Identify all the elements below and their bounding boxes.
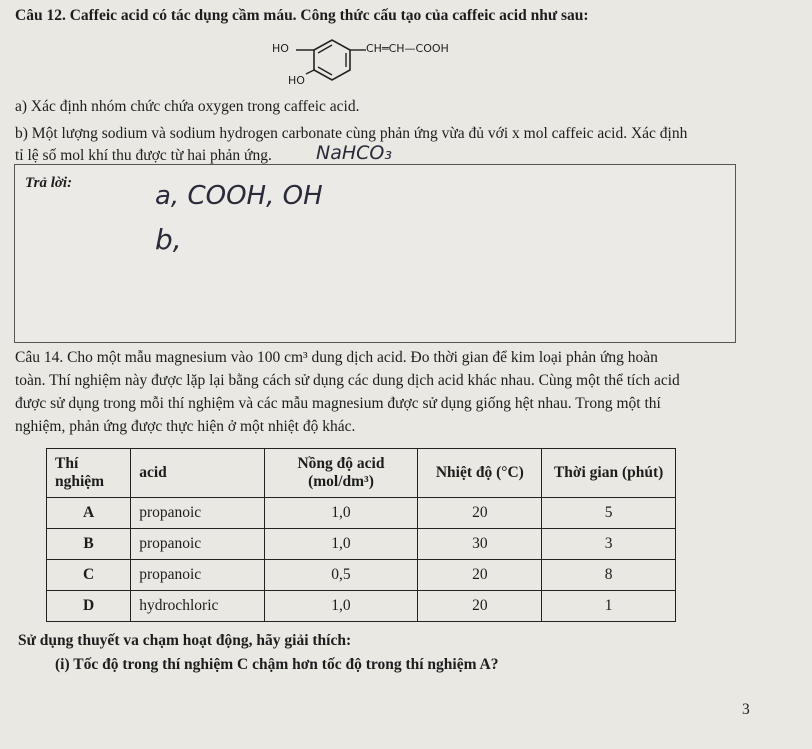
cell-acid: propanoic <box>131 560 264 591</box>
handwritten-answer-b: b, <box>155 223 182 256</box>
q12-part-b-line1: b) Một lượng sodium và sodium hydrogen carbonate cùng phản ứng vừa đủ với x mol caffeic acid. Xác định <box>15 125 688 142</box>
caffeic-acid-structure <box>262 32 492 92</box>
cell-acid: propanoic <box>131 498 264 529</box>
cell-concentration: 0,5 <box>264 560 418 591</box>
q12-part-a: a) Xác định nhóm chức chứa oxygen trong caffeic acid. <box>15 98 360 115</box>
header-temperature: Nhiệt độ (°C) <box>418 449 542 498</box>
table-row <box>47 560 676 591</box>
side-chain-label: CH═CH—COOH <box>366 42 449 55</box>
cell-experiment: C <box>47 560 131 591</box>
table-row <box>47 591 676 622</box>
q14-line4: nghiệm, phản ứng được thực hiện ở một nhiệt độ khác. <box>15 418 356 435</box>
cell-concentration: 1,0 <box>264 591 418 622</box>
q14-line3: được sử dụng trong mỗi thí nghiệm và các mẫu magnesium được sử dụng giống hệt nhau. Trong một thí <box>15 395 661 412</box>
cell-acid: hydrochloric <box>131 591 264 622</box>
cell-experiment: A <box>47 498 131 529</box>
cell-time: 5 <box>542 498 676 529</box>
header-acid: acid <box>131 449 264 498</box>
handwritten-note: NaHCO₃ <box>316 142 392 164</box>
ho-top-label: HO <box>272 42 289 55</box>
cell-time: 1 <box>542 591 676 622</box>
cell-experiment: D <box>47 591 131 622</box>
cell-acid: propanoic <box>131 529 264 560</box>
table-row <box>47 529 676 560</box>
q12-title: Câu 12. Caffeic acid có tác dụng cầm máu. Công thức cấu tạo của caffeic acid như sau: <box>15 7 589 24</box>
cell-concentration: 1,0 <box>264 498 418 529</box>
handwritten-answer-a: a, COOH, OH <box>155 181 323 211</box>
cell-time: 3 <box>542 529 676 560</box>
cell-temperature: 20 <box>418 560 542 591</box>
cell-experiment: B <box>47 529 131 560</box>
table-header-row <box>47 449 676 498</box>
q14-line1: Câu 14. Cho một mẫu magnesium vào 100 cm³ dung dịch acid. Đo thời gian để kim loại phản ứng hoàn <box>15 349 658 366</box>
header-experiment: Thí nghiệm <box>47 449 131 498</box>
q14-instruction: Sử dụng thuyết va chạm hoạt động, hãy giải thích: <box>18 632 352 649</box>
cell-temperature: 20 <box>418 498 542 529</box>
answer-label: Trả lời: <box>25 175 73 191</box>
q14-sub-i: (i) Tốc độ trong thí nghiệm C chậm hơn tốc độ trong thí nghiệm A? <box>55 656 499 673</box>
q14-line2: toàn. Thí nghiệm này được lặp lại bằng cách sử dụng các dung dịch acid khác nhau. Cùng một thể tích acid <box>15 372 680 389</box>
cell-time: 8 <box>542 560 676 591</box>
cell-temperature: 30 <box>418 529 542 560</box>
q12-part-b-line2: tỉ lệ số mol khí thu được từ hai phản ứng. <box>15 147 272 164</box>
header-concentration: Nồng độ acid (mol/dm³) <box>264 449 418 498</box>
page-number: 3 <box>742 701 750 718</box>
cell-concentration: 1,0 <box>264 529 418 560</box>
experiment-table <box>46 448 676 622</box>
header-time: Thời gian (phút) <box>542 449 676 498</box>
answer-box <box>14 164 736 343</box>
ho-bottom-label: HO <box>288 74 305 87</box>
table-row <box>47 498 676 529</box>
cell-temperature: 20 <box>418 591 542 622</box>
